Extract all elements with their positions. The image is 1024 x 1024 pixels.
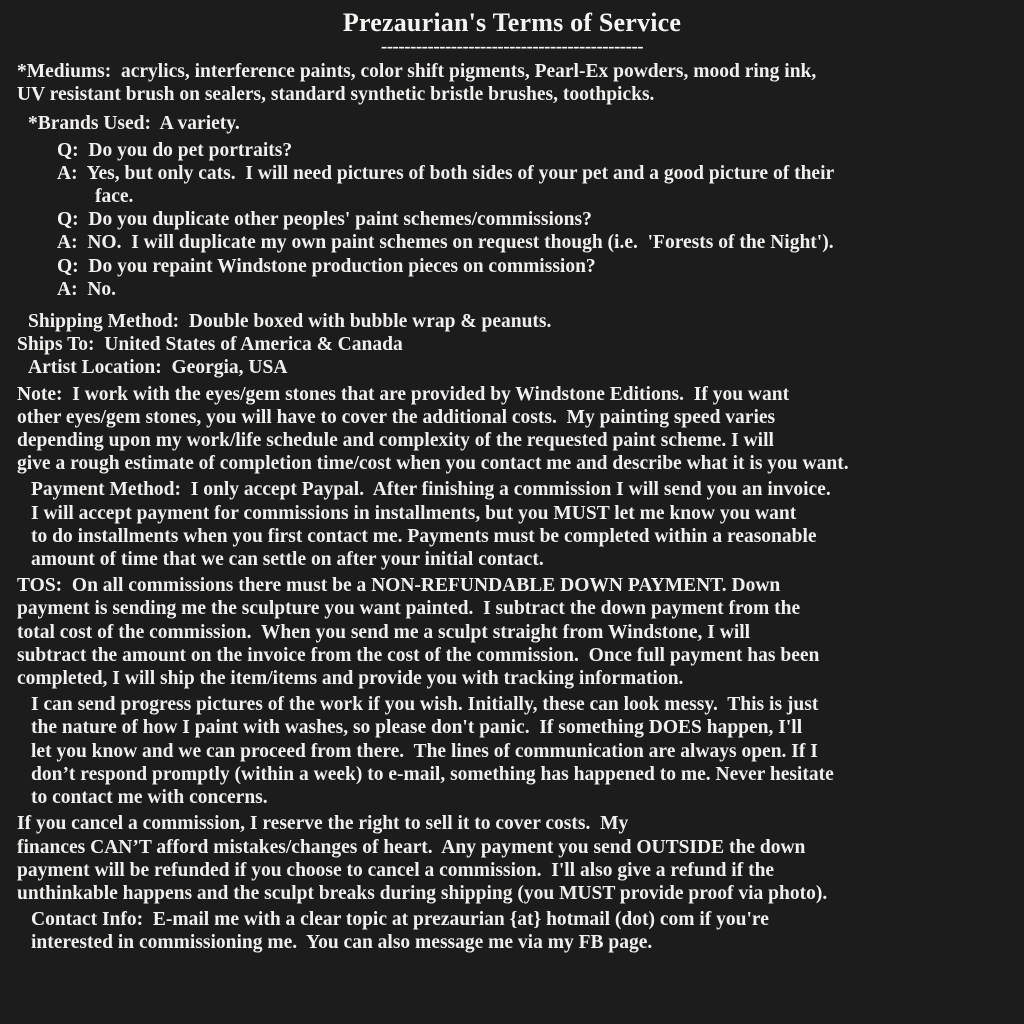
faq-answer: A: No.: [57, 278, 117, 300]
tos-line-1: TOS: On all commissions there must be a NON-REFUNDABLE DOWN PAYMENT. Down: [17, 575, 781, 597]
faq-question: Q: Do you repaint Windstone production pieces on commission?: [57, 255, 596, 277]
cancellation-line-4: unthinkable happens and the sculpt breaks during shipping (you MUST provide proof via photo).: [17, 882, 828, 904]
tos-section: [0, 574, 1024, 690]
document-header: [0, 0, 1024, 54]
spacer: [0, 301, 1024, 310]
payment-method-line-3: to do installments when you first contact me. Payments must be completed within a reasonable: [31, 525, 817, 547]
tos-line-5: completed, I will ship the item/items and provide you with tracking information.: [17, 668, 684, 690]
cancellation-line-1: If you cancel a commission, I reserve the right to sell it to cover costs. My: [17, 813, 629, 835]
tos-line-2: payment is sending me the sculpture you want painted. I subtract the down payment from the: [17, 598, 801, 620]
brands-section: [0, 112, 1024, 135]
brands-line-1: *Brands Used: A variety.: [28, 113, 240, 135]
progress-line-4: don’t respond promptly (within a week) to e-mail, something has happened to me. Never hesitate: [31, 763, 834, 785]
title-divider: ---------------------------------------------: [380, 39, 644, 54]
cancellation-line-2: finances CAN’T afford mistakes/changes of heart. Any payment you send OUTSIDE the down: [17, 836, 806, 858]
mediums-section: [0, 60, 1024, 106]
progress-line-2: the nature of how I paint with washes, so please don't panic. If something DOES happen, I'll: [31, 717, 803, 739]
page-title: Prezaurian's Terms of Service: [342, 8, 682, 37]
faq-answer: A: Yes, but only cats. I will need pictures of both sides of your pet and a good picture of their: [57, 162, 835, 184]
faq-question: Q: Do you do pet portraits?: [57, 139, 293, 161]
progress-line-3: let you know and we can proceed from there. The lines of communication are always open. If I: [31, 740, 818, 762]
note-line-3: depending upon my work/life schedule and complexity of the requested paint scheme. I will: [17, 430, 774, 452]
faq-answer: A: NO. I will duplicate my own paint schemes on request though (i.e. 'Forests of the Night').: [57, 232, 834, 254]
faq-question: Q: Do you duplicate other peoples' paint schemes/commissions?: [57, 209, 592, 231]
faq-answer-continued: face.: [95, 186, 134, 208]
contact-line-1: Contact Info: E-mail me with a clear topic at prezaurian {at} hotmail (dot) com if you're: [31, 909, 769, 931]
payment-method-line-4: amount of time that we can settle on after your initial contact.: [31, 549, 544, 571]
contact-info-section: [0, 908, 1024, 954]
faq-section: [0, 139, 1024, 301]
payment-method-section: [0, 478, 1024, 571]
note-line-4: give a rough estimate of completion time/cost when you contact me and describe what it is you want.: [17, 453, 849, 475]
shipping-section: [0, 310, 1024, 380]
shipping-method: Shipping Method: Double boxed with bubble wrap & peanuts.: [28, 311, 552, 333]
note-line-2: other eyes/gem stones, you will have to cover the additional costs. My painting speed varies: [17, 406, 776, 428]
tos-line-4: subtract the amount on the invoice from the cost of the commission. Once full payment has been: [17, 644, 820, 666]
contact-line-2: interested in commissioning me. You can also message me via my FB page.: [31, 932, 653, 954]
payment-method-line-1: Payment Method: I only accept Paypal. After finishing a commission I will send you an invoice.: [31, 479, 831, 501]
note-line-1: Note: I work with the eyes/gem stones that are provided by Windstone Editions. If you want: [17, 383, 790, 405]
artist-location: Artist Location: Georgia, USA: [28, 357, 288, 379]
mediums-line-1: *Mediums: acrylics, interference paints, color shift pigments, Pearl-Ex powders, mood ring ink,: [17, 61, 817, 82]
ships-to: Ships To: United States of America & Canada: [17, 334, 403, 356]
progress-line-5: to contact me with concerns.: [31, 787, 268, 809]
cancellation-section: [0, 812, 1024, 905]
payment-method-line-2: I will accept payment for commissions in installments, but you MUST let me know you want: [31, 502, 797, 524]
mediums-line-2: UV resistant brush on sealers, standard synthetic bristle brushes, toothpicks.: [17, 84, 655, 106]
tos-line-3: total cost of the commission. When you send me a sculpt straight from Windstone, I will: [17, 621, 751, 643]
progress-pictures-section: [0, 693, 1024, 809]
cancellation-line-3: payment will be refunded if you choose to cancel a commission. I'll also give a refund if the: [17, 859, 775, 881]
note-section: [0, 383, 1024, 476]
progress-line-1: I can send progress pictures of the work if you wish. Initially, these can look messy. This is just: [31, 694, 819, 716]
